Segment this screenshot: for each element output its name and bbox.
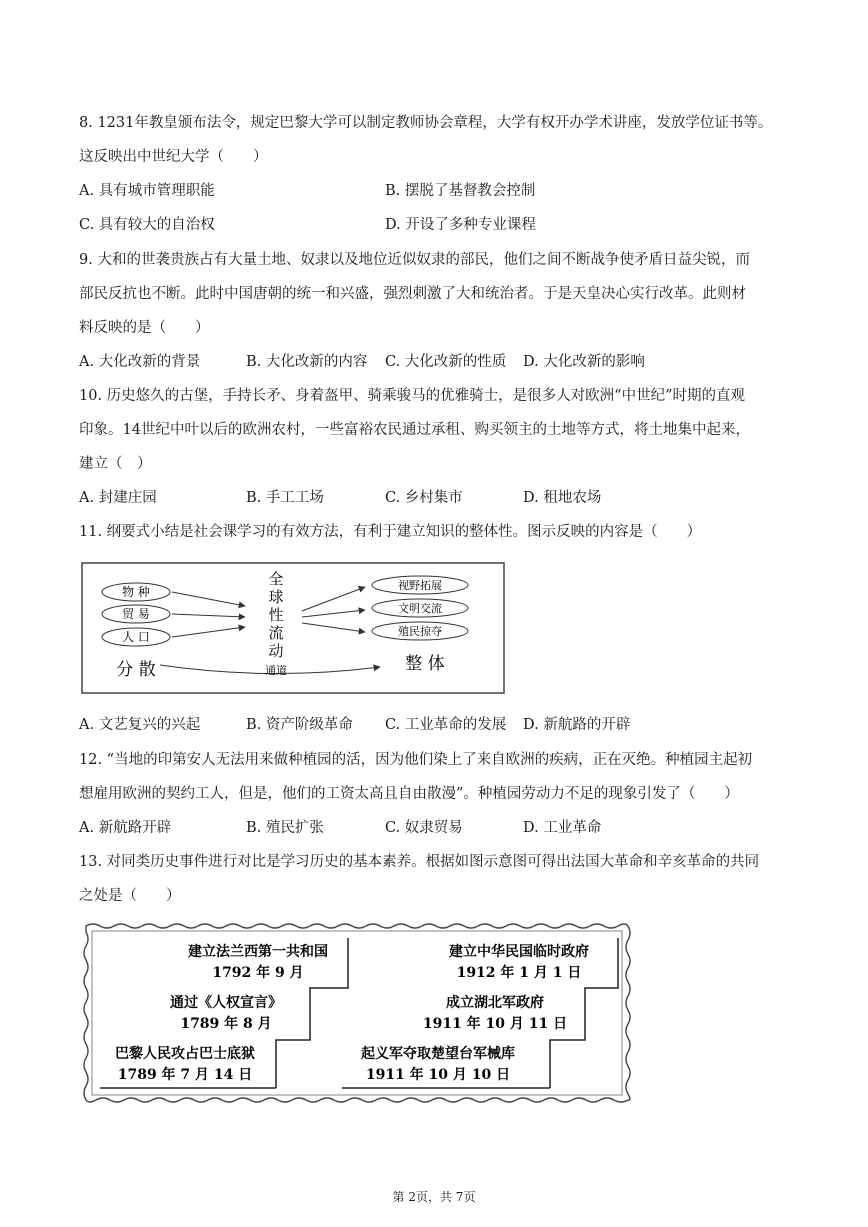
question-8-option-b: B. 摆脱了基督教会控制	[385, 183, 536, 199]
question-9-option-d: D. 大化改新的影响	[523, 354, 645, 370]
china-date-3: 1911 年 10 月 10 日	[365, 1067, 511, 1083]
question-9-option-a: A. 大化改新的背景	[79, 354, 201, 370]
question-12-option-d: D. 工业革命	[523, 820, 602, 836]
question-8-option-d: D. 开设了多种专业课程	[385, 217, 536, 233]
china-event-2: 成立湖北军政府	[446, 995, 544, 1011]
page-footer: 第 2页，共 7页	[392, 1190, 476, 1204]
china-date-2: 1911 年 10 月 11 日	[422, 1016, 568, 1032]
question-9-line-2: 部民反抗也不断。此时中国唐朝的统一和兴盛，强烈刺激了大和统治者。于是天皇决心实行改革。此则材	[79, 286, 746, 302]
question-9-option-b: B. 大化改新的内容	[246, 354, 368, 370]
question-8-line-1: 8. 1231年教皇颁布法令，规定巴黎大学可以制定教师协会章程，大学有权开办学术讲座，发放学位证书等。	[79, 115, 773, 131]
question-9-line-3: 料反映的是（ ）	[79, 320, 210, 336]
question-8-line-2: 这反映出中世纪大学（ ）	[79, 149, 268, 165]
question-8-option-a: A. 具有城市管理职能	[79, 183, 215, 199]
right-label: 整 体	[405, 654, 445, 674]
question-12-option-c: C. 奴隶贸易	[385, 820, 463, 836]
left-item-3: 人 口	[122, 630, 150, 644]
center-char-3: 性	[268, 606, 284, 624]
question-11-line-1: 11. 纲要式小结是社会课学习的有效方法，有利于建立知识的整体性。图示反映的内容是（ ）	[79, 524, 702, 540]
question-12-line-1: 12. “当地的印第安人无法用来做种植园的活，因为他们染上了来自欧洲的疾病，正在灭绝。种植园主起初	[79, 752, 753, 768]
china-event-1: 建立中华民国临时政府	[449, 944, 589, 960]
right-item-2: 文明交流	[398, 602, 442, 615]
left-label: 分 散	[116, 660, 156, 680]
left-item-2: 贸 易	[122, 607, 150, 621]
question-10-line-3: 建立（ ）	[79, 456, 152, 472]
global-flow-diagram	[80, 561, 506, 695]
france-event-1: 建立法兰西第一共和国	[188, 944, 328, 960]
center-char-1: 全	[268, 570, 284, 588]
question-12-option-a: A. 新航路开辟	[79, 820, 172, 836]
question-11-option-c: C. 工业革命的发展	[385, 717, 507, 733]
question-10-line-1: 10. 历史悠久的古堡，手持长矛、身着盔甲、骑乘骏马的优雅骑士，是很多人对欧洲“中世纪”时期的直观	[79, 388, 745, 404]
question-13-line-1: 13. 对同类历史事件进行对比是学习历史的基本素养。根据如图示意图可得出法国大革命和辛亥革命的共同	[79, 854, 760, 870]
question-8-option-c: C. 具有较大的自治权	[79, 217, 215, 233]
channel-label: 通道	[265, 664, 287, 677]
question-10-option-a: A. 封建庄园	[79, 490, 157, 506]
france-event-3: 巴黎人民攻占巴士底狱	[115, 1046, 255, 1062]
question-10-line-2: 印象。14世纪中叶以后的欧洲农村，一些富裕农民通过承租、购买领主的土地等方式，将土地集中起来，	[79, 422, 750, 438]
question-11-option-a: A. 文艺复兴的兴起	[79, 717, 201, 733]
center-char-4: 流	[268, 624, 284, 642]
france-date-1: 1792 年 9 月	[212, 965, 304, 981]
question-9-option-c: C. 大化改新的性质	[385, 354, 507, 370]
right-item-1: 视野拓展	[398, 579, 442, 592]
question-10-option-b: B. 手工工场	[246, 490, 324, 506]
china-date-1: 1912 年 1 月 1 日	[456, 965, 582, 981]
question-9-line-1: 9. 大和的世袭贵族占有大量土地、奴隶以及地位近似奴隶的部民，他们之间不断战争使矛盾日益尖锐，而	[79, 252, 750, 268]
france-event-2: 通过《人权宣言》	[170, 995, 282, 1011]
question-10-option-c: C. 乡村集市	[385, 490, 463, 506]
center-char-5: 动	[268, 642, 284, 660]
question-11-option-b: B. 资产阶级革命	[246, 717, 353, 733]
right-item-3: 殖民掠夺	[398, 625, 442, 638]
question-13-line-2: 之处是（ ）	[79, 888, 181, 904]
question-10-option-d: D. 租地农场	[523, 490, 602, 506]
center-char-2: 球	[268, 588, 284, 606]
question-12-line-2: 想雇用欧洲的契约工人，但是，他们的工资太高且自由散漫”。种植园劳动力不足的现象引发了（ ）	[79, 786, 739, 802]
china-event-3: 起义军夺取楚望台军械库	[361, 1046, 515, 1062]
france-date-2: 1789 年 8 月	[180, 1016, 272, 1032]
question-12-option-b: B. 殖民扩张	[246, 820, 324, 836]
question-11-option-d: D. 新航路的开辟	[523, 717, 631, 733]
france-date-3: 1789 年 7 月 14 日	[117, 1067, 253, 1083]
revolution-timeline-diagram	[80, 918, 634, 1106]
left-item-1: 物 种	[122, 585, 150, 599]
